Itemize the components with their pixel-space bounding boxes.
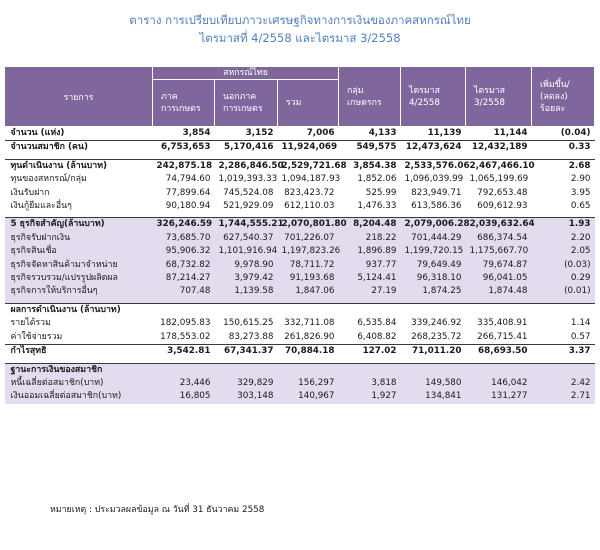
row-value: 2,079,006.28 [401,218,466,232]
row-value: 1,896.89 [339,245,401,258]
row-label: ผลการดำเนินงาน (ล้านบาท) [5,303,153,317]
row-value: 2.05 [532,245,595,258]
row-value: 609,612.93 [466,200,532,213]
row-label: ฐานะการเงินของสมาชิก [5,363,153,377]
row-value: 521,929.09 [215,200,278,213]
row-value [401,303,466,317]
row-value: 3,854 [153,127,215,141]
row-value: 329,829 [215,377,278,390]
row-label: จำนวนสมาชิก (คน) [5,141,153,155]
row-value: 3,152 [215,127,278,141]
row-value [339,363,401,377]
row-value: 83,273.88 [215,331,278,345]
row-value [466,303,532,317]
row-value: 96,318.10 [401,272,466,285]
row-label: เงินรับฝาก [5,187,153,200]
row-value [401,363,466,377]
row-value: 1,019,393.33 [215,173,278,186]
row-value: 707.48 [153,285,215,298]
row-value: 96,041.05 [466,272,532,285]
row-value: 3.95 [532,187,595,200]
header-farmer: กลุ่ม เกษตรกร [339,67,401,127]
row-value: 2,467,466.10 [466,159,532,173]
row-value: 79,649.49 [401,259,466,272]
row-value: 1,139.58 [215,285,278,298]
row-value: 2.68 [532,159,595,173]
row-label: ค่าใช้จ่ายรวม [5,331,153,345]
row-label: ธุรกิจจัดหาสินค้ามาจำหน่าย [5,259,153,272]
row-value: 1.93 [532,218,595,232]
row-value: 0.33 [532,141,595,155]
row-value: 3.37 [532,345,595,359]
row-value: 266,715.41 [466,331,532,345]
row-value: 2,533,576.06 [401,159,466,173]
row-value: 87,214.27 [153,272,215,285]
row-value: 12,473,624 [401,141,466,155]
row-value: 701,226.07 [278,232,339,245]
row-value: 303,148 [215,390,278,403]
table-row [5,187,595,200]
row-value: 2.42 [532,377,595,390]
row-label: เงินกู้ยืมและอื่นๆ [5,200,153,213]
table-subtitle: ไตรมาสที่ 4/2558 และไตรมาส 3/2558 [199,31,401,45]
row-value: 1,874.25 [401,285,466,298]
row-value: 3,542.81 [153,345,215,359]
row-value [278,363,339,377]
row-value: 1,101,916.94 [215,245,278,258]
row-value: 70,884.18 [278,345,339,359]
row-value: 127.02 [339,345,401,359]
row-value: 2,070,801.80 [278,218,339,232]
table-row [5,173,595,186]
row-value: 612,110.03 [278,200,339,213]
row-value: 68,732.82 [153,259,215,272]
row-value: 156,297 [278,377,339,390]
row-value [215,363,278,377]
row-value: 1,927 [339,390,401,403]
row-value: 3,818 [339,377,401,390]
row-value: 1,744,555.21 [215,218,278,232]
row-value: (0.04) [532,127,595,141]
row-value: 242,875.18 [153,159,215,173]
row-value: 1,852.06 [339,173,401,186]
row-value: 4,133 [339,127,401,141]
row-value: 1,874.48 [466,285,532,298]
row-value: 1.14 [532,317,595,330]
row-label: ทุนของสหกรณ์/กลุ่ม [5,173,153,186]
table-row [5,377,595,390]
row-value: 0.57 [532,331,595,345]
row-value: 339,246.92 [401,317,466,330]
row-value: 686,374.54 [466,232,532,245]
row-value: 525.99 [339,187,401,200]
row-value [278,303,339,317]
header-items: รายการ [5,67,153,127]
table-row [5,141,595,155]
row-value: 1,476.33 [339,200,401,213]
row-value: 73,685.70 [153,232,215,245]
row-value: 2,529,721.68 [278,159,339,173]
table-row [5,232,595,245]
row-value [339,303,401,317]
row-value: 9,978.90 [215,259,278,272]
table-row [5,259,595,272]
row-value: 1,175,667.70 [466,245,532,258]
row-value: 146,042 [466,377,532,390]
table-row [5,272,595,285]
row-value: 1,094,187.93 [278,173,339,186]
row-value: 549,575 [339,141,401,155]
row-value: 182,095.83 [153,317,215,330]
row-value [466,363,532,377]
row-value: (0.03) [532,259,595,272]
row-value: 0.65 [532,200,595,213]
row-value: 134,841 [401,390,466,403]
row-value: 5,124.41 [339,272,401,285]
row-value: 149,580 [401,377,466,390]
row-value: 150,615.25 [215,317,278,330]
table-row [5,285,595,298]
table-body [5,127,595,404]
row-value [532,303,595,317]
table-row [5,390,595,403]
row-value: 1,096,039.99 [401,173,466,186]
row-value: 11,144 [466,127,532,141]
header-q3: ไตรมาส 3/2558 [466,67,532,127]
header-agri: ภาค การเกษตร [153,80,215,127]
row-value: 8,204.48 [339,218,401,232]
row-value: 140,967 [278,390,339,403]
row-value: 27.19 [339,285,401,298]
row-label: เงินออมเฉลี่ยต่อสมาชิก(บาท) [5,390,153,403]
footnote: หมายเหตุ : ประมวลผลข้อมูล ณ วันที่ 31 ธันวาคม 2558 [50,505,265,515]
row-value: 792,653.48 [466,187,532,200]
row-value: 6,535.84 [339,317,401,330]
table-row [5,200,595,213]
header-group: สหกรณ์ไทย [153,67,339,80]
row-value: 1,065,199.69 [466,173,532,186]
row-value: 3,979.42 [215,272,278,285]
row-label: ธุรกิจรวบรวม/แปรรูปผลิตผล [5,272,153,285]
row-value: 218.22 [339,232,401,245]
header-nonagri: นอกภาค การเกษตร [215,80,278,127]
row-value [532,363,595,377]
row-value: 178,553.02 [153,331,215,345]
row-value: 823,423.72 [278,187,339,200]
row-value: 2,039,632.64 [466,218,532,232]
table-row [5,363,595,377]
row-value: 11,139 [401,127,466,141]
row-value: 131,277 [466,390,532,403]
table-row [5,218,595,232]
row-value: 0.29 [532,272,595,285]
row-value: 1,847.06 [278,285,339,298]
row-value: 7,006 [278,127,339,141]
row-value: 2,286,846.50 [215,159,278,173]
row-value: (0.01) [532,285,595,298]
row-value: 613,586.36 [401,200,466,213]
row-value: 2.71 [532,390,595,403]
row-value: 2.90 [532,173,595,186]
table-row [5,331,595,345]
row-value: 77,899.64 [153,187,215,200]
row-value: 2.20 [532,232,595,245]
row-label: รายได้รวม [5,317,153,330]
row-value: 91,193.68 [278,272,339,285]
table-title: ตาราง การเปรียบเทียบภาวะเศรษฐกิจทางการเงินของภาคสหกรณ์ไทย [129,13,471,27]
header-total: รวม [278,80,339,127]
row-value: 937.77 [339,259,401,272]
row-value: 78,711.72 [278,259,339,272]
row-label: ธุรกิจการให้บริการอื่นๆ [5,285,153,298]
row-value: 701,444.29 [401,232,466,245]
row-value: 745,524.08 [215,187,278,200]
row-value: 95,906.32 [153,245,215,258]
table-row [5,127,595,141]
row-value: 16,805 [153,390,215,403]
row-value: 335,408.91 [466,317,532,330]
row-value: 3,854.38 [339,159,401,173]
table-row [5,317,595,330]
row-label: ธุรกิจสินเชื่อ [5,245,153,258]
row-value: 79,674.87 [466,259,532,272]
row-value: 6,408.82 [339,331,401,345]
row-value: 71,011.20 [401,345,466,359]
row-label: ธุรกิจรับฝากเงิน [5,232,153,245]
row-value: 23,446 [153,377,215,390]
row-value: 12,432,189 [466,141,532,155]
row-value: 261,826.90 [278,331,339,345]
table-row [5,345,595,359]
row-value: 11,924,069 [278,141,339,155]
row-label: ทุนดำเนินงาน (ล้านบาท) [5,159,153,173]
row-value: 1,199,720.15 [401,245,466,258]
row-value: 627,540.37 [215,232,278,245]
row-label: กำไรสุทธิ [5,345,153,359]
row-value: 5,170,416 [215,141,278,155]
row-value: 268,235.72 [401,331,466,345]
row-label: หนี้เฉลี่ยต่อสมาชิก(บาท) [5,377,153,390]
row-value: 90,180.94 [153,200,215,213]
table-row [5,159,595,173]
header-q4: ไตรมาส 4/2558 [401,67,466,127]
row-value [215,303,278,317]
row-value: 326,246.59 [153,218,215,232]
comparison-table [4,66,595,404]
row-value: 1,197,823.26 [278,245,339,258]
row-label: 5 ธุรกิจสำคัญ(ล้านบาท) [5,218,153,232]
row-value: 74,794.60 [153,173,215,186]
row-value: 68,693.50 [466,345,532,359]
row-value [153,363,215,377]
table-row [5,245,595,258]
row-value [153,303,215,317]
row-value: 823,949.71 [401,187,466,200]
table-row [5,303,595,317]
row-value: 6,753,653 [153,141,215,155]
header-change: เพิ่มขึ้น/ (ลดลง) ร้อยละ [532,67,595,127]
row-label: จำนวน (แห่ง) [5,127,153,141]
row-value: 332,711.08 [278,317,339,330]
row-value: 67,341.37 [215,345,278,359]
